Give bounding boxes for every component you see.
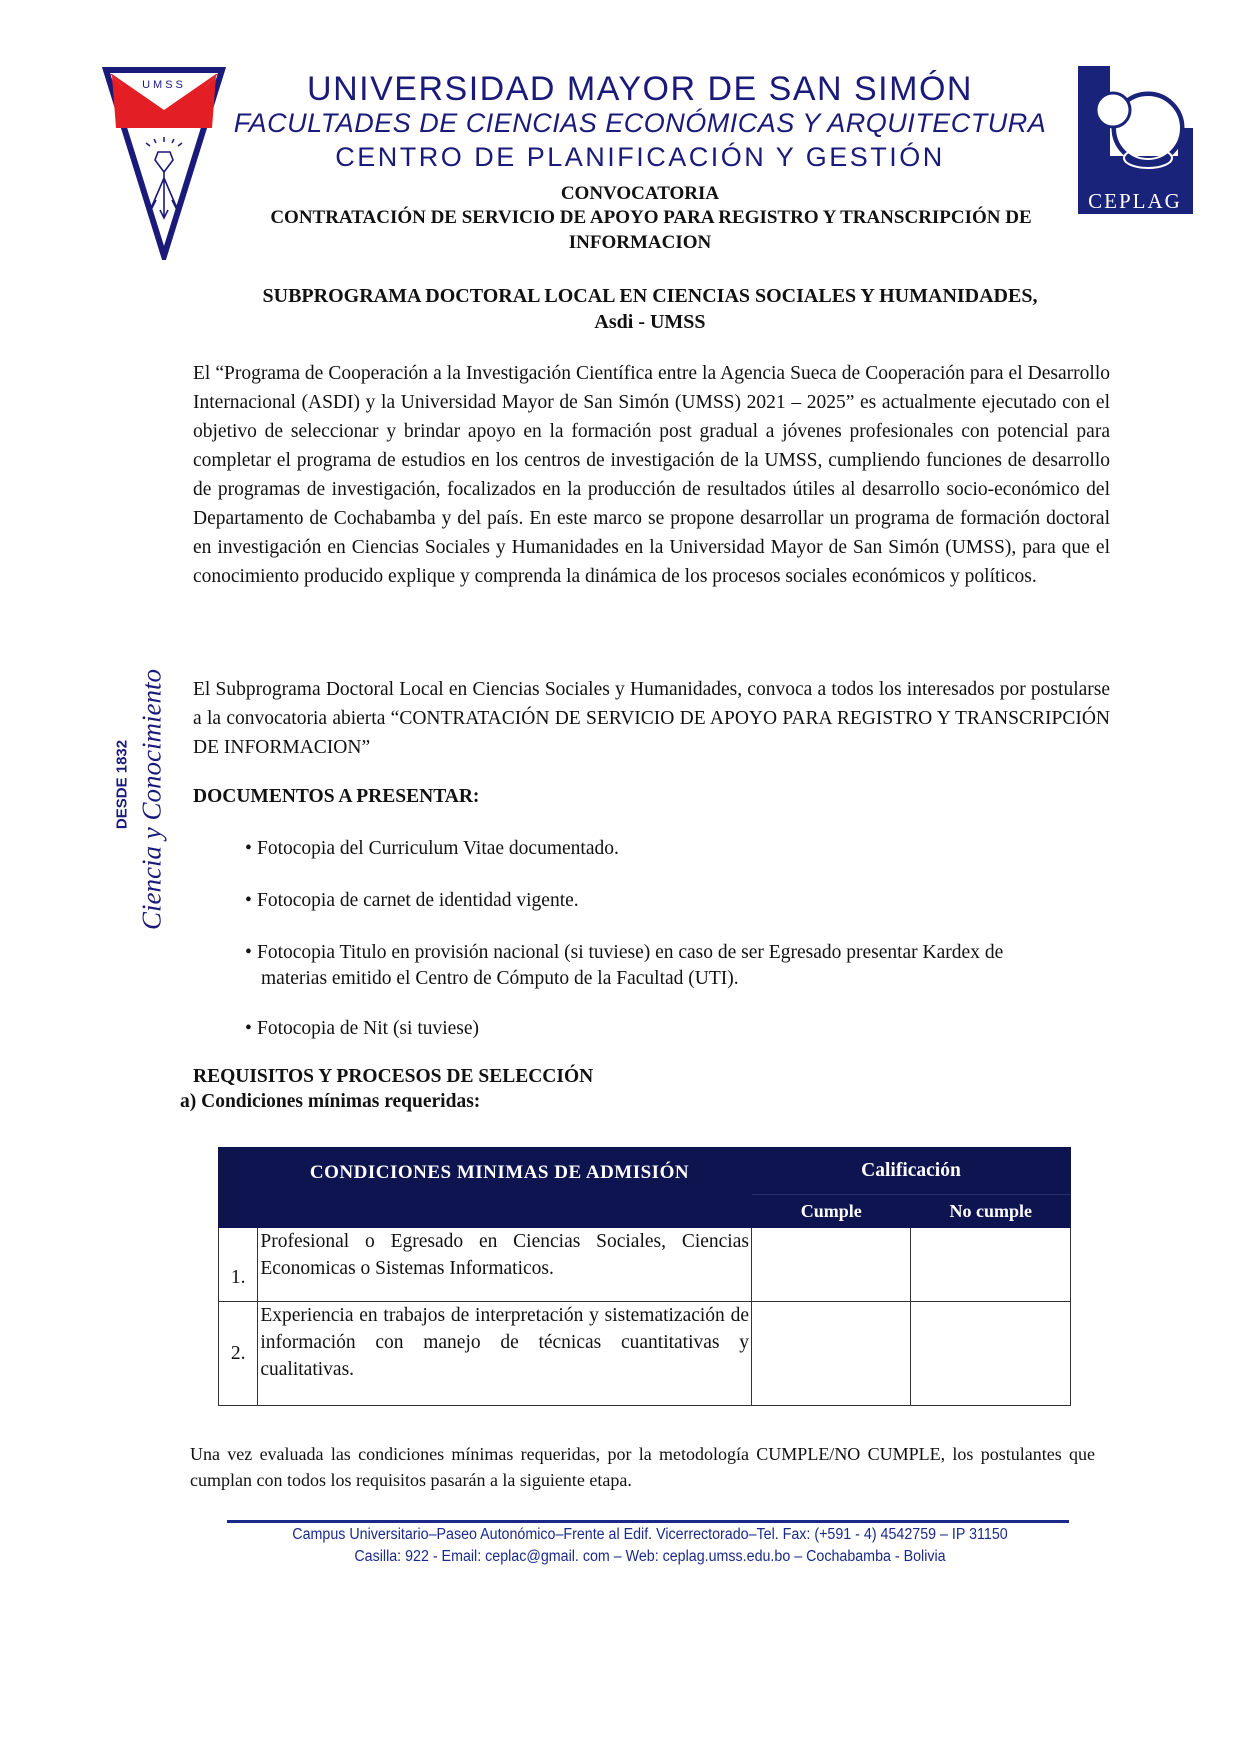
- bullet-icon: •: [245, 1018, 252, 1039]
- document-item: • Fotocopia del Curriculum Vitae documentado.: [245, 836, 1115, 862]
- center-name: CENTRO DE PLANIFICACIÓN Y GESTIÓN: [335, 142, 945, 172]
- motto-since: DESDE 1832: [113, 739, 131, 830]
- ceplag-logo: [1078, 66, 1193, 218]
- row-no-cumple-cell[interactable]: [911, 1228, 1071, 1302]
- faculty-name: FACULTADES DE CIENCIAS ECONÓMICAS Y ARQUITECTURA: [233, 108, 1047, 138]
- table-row: [219, 1228, 1071, 1302]
- footer-contact: Casilla: 922 - Email: ceplac@gmail. com – Web: ceplag.umss.edu.bo – Cochabamba - Bolivia: [354, 1548, 946, 1565]
- convocatoria-label: CONVOCATORIA: [560, 183, 720, 204]
- subprogram-line1: SUBPROGRAMA DOCTORAL LOCAL EN CIENCIAS SOCIALES Y HUMANIDADES,: [262, 285, 1038, 307]
- document-item: • Fotocopia de Nit (si tuviese): [245, 1016, 1115, 1042]
- intro-paragraph: El “Programa de Cooperación a la Investigación Científica entre la Agencia Sueca de Cooperación para el Desarrollo Internacional (ASDI) y la Universidad Mayor de San Simón (UMSS) 2021 – 2025” es actualmente ejecutado con el objetivo de seleccionar y brindar apoyo en la formación post gradual a jóvenes profesionales con potencial para completar el programa de estudios en los centros de investigación de la UMSS, cumpliendo funciones de desarrollo de programas de investigación, focalizados en la producción de resultados útiles al desarrollo socio-económico del Departamento de Cochabamba y del país. En este marco se propone desarrollar un programa de formación doctoral en investigación en Ciencias Sociales y Humanidades en la Universidad Mayor de San Simón (UMSS), para que el conocimiento producido explique y comprenda la dinámica de los procesos sociales económicos y políticos.: [193, 363, 1110, 587]
- row-cumple-cell[interactable]: [751, 1228, 910, 1302]
- university-name: UNIVERSIDAD MAYOR DE SAN SIMÓN: [307, 70, 973, 108]
- requirements-heading: REQUISITOS Y PROCESOS DE SELECCIÓN: [193, 1066, 594, 1087]
- footer-divider: [227, 1520, 1069, 1523]
- requirements-subheading: a) Condiciones mínimas requeridas:: [180, 1091, 481, 1112]
- row-condition: Profesional o Egresado en Ciencias Sociales, Ciencias Economicas o Sistemas Informaticos.: [258, 1228, 752, 1302]
- invitation-paragraph: El Subprograma Doctoral Local en Ciencias Sociales y Humanidades, convoca a todos los interesados por postularse a la convocatoria abierta “CONTRATACIÓN DE SERVICIO DE APOYO PARA REGISTRO Y TRANSCRIPCIÓN DE INFORMACION”: [193, 679, 1110, 758]
- table-row: [219, 1302, 1071, 1406]
- header-calificacion: Calificación: [751, 1148, 1070, 1195]
- document-item: • Fotocopia de carnet de identidad vigente.: [245, 888, 1115, 914]
- umss-logo-text: UMSS: [142, 79, 186, 91]
- row-number: 2.: [219, 1302, 258, 1406]
- side-motto: [86, 656, 170, 956]
- ceplag-logo-text: CEPLAG: [1088, 189, 1182, 213]
- call-title-line2: INFORMACION: [568, 232, 712, 253]
- motto-script: Ciencia y Conocimiento: [136, 669, 167, 930]
- row-no-cumple-cell[interactable]: [911, 1302, 1071, 1406]
- bullet-icon: •: [245, 838, 252, 859]
- header-conditions: CONDICIONES MINIMAS DE ADMISIÓN: [219, 1148, 752, 1228]
- bullet-icon: •: [245, 942, 252, 963]
- row-number: 1.: [219, 1228, 258, 1302]
- bullet-icon: •: [245, 890, 252, 911]
- header-cumple: Cumple: [751, 1195, 910, 1228]
- row-condition: Experiencia en trabajos de interpretación y sistematización de información con manejo de técnicas cuantitativas y cualitativas.: [258, 1302, 752, 1406]
- call-title-line1: CONTRATACIÓN DE SERVICIO DE APOYO PARA REGISTRO Y TRANSCRIPCIÓN DE: [270, 207, 1032, 228]
- document-item: • Fotocopia Titulo en provisión nacional (si tuviese) en caso de ser Egresado presentar Kardex de materias emitido el Centro de Cómputo de la Facultad (UTI).: [245, 942, 1004, 989]
- closing-paragraph: Una vez evaluada las condiciones mínimas requeridas, por la metodología CUMPLE/NO CUMPLE, los postulantes que cumplan con todos los requisitos pasarán a la siguiente etapa.: [190, 1444, 1095, 1490]
- header-no-cumple: No cumple: [911, 1195, 1071, 1228]
- admission-conditions-table: [218, 1147, 1071, 1406]
- documents-heading: DOCUMENTOS A PRESENTAR:: [193, 786, 480, 807]
- subprogram-heading: [150, 283, 1150, 335]
- subprogram-line2: Asdi - UMSS: [594, 311, 706, 333]
- row-cumple-cell[interactable]: [751, 1302, 910, 1406]
- footer-address: Campus Universitario–Paseo Autonómico–Frente al Edif. Vicerrectorado–Tel. Fax: (+591 - 4) 4542759 – IP 31150: [292, 1526, 1008, 1543]
